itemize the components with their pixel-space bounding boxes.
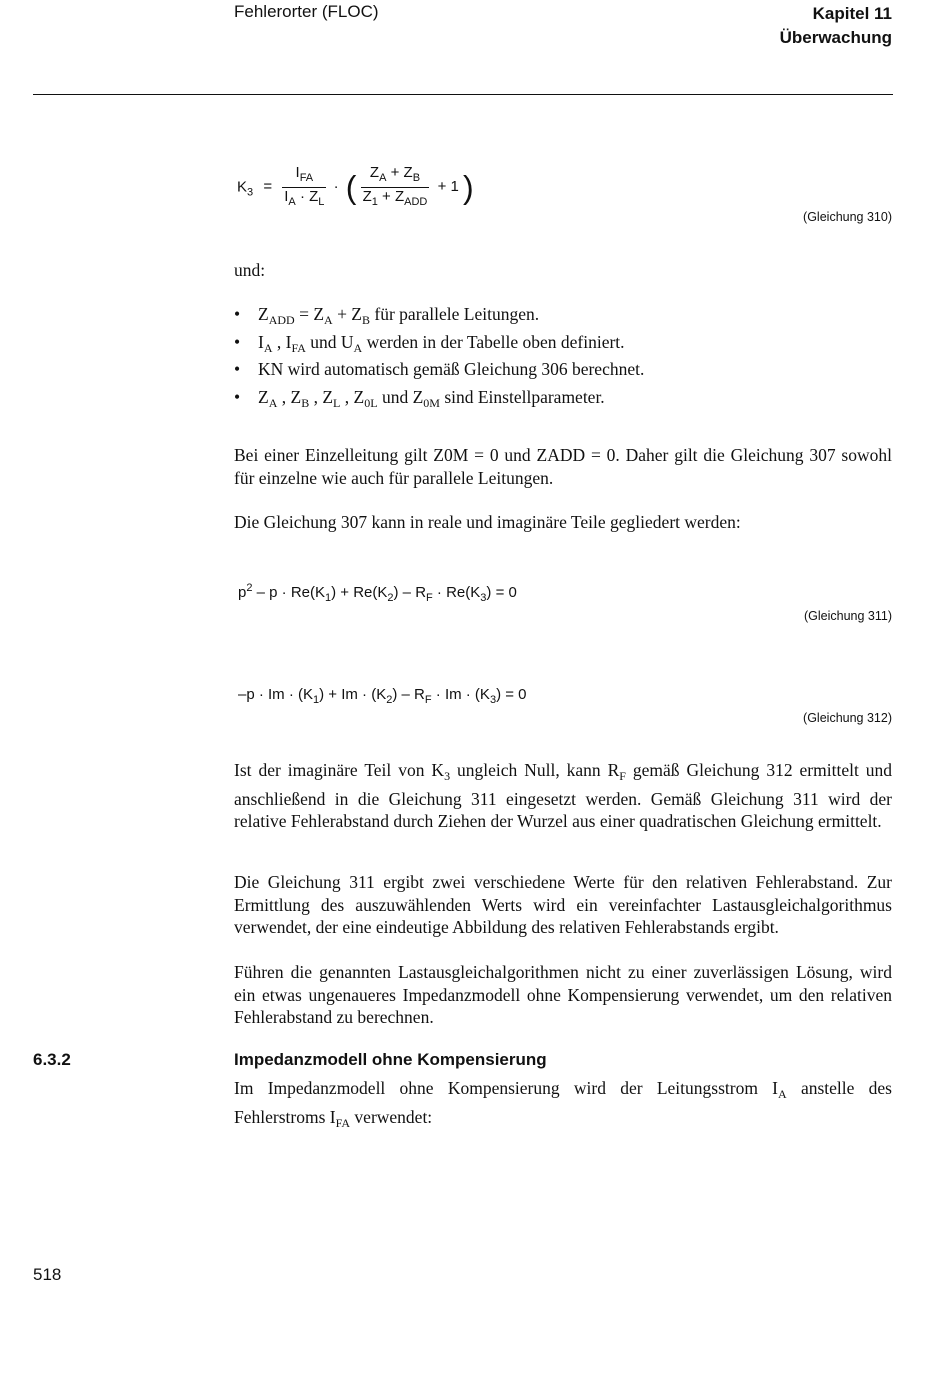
- paragraph-single-line-note: Bei einer Einzelleitung gilt Z0M = 0 und ZADD = 0. Daher gilt die Gleichung 307 sowohl für einzelne wie auch für parallele Leitungen.: [234, 445, 892, 488]
- equation-312: $-p \cdot Im \cdot (K_1) + Im \cdot (K_2) - R_F \cdot Im \cdot (K_3) = 0$: [238, 686, 527, 706]
- equation-310: $K_3$ = $\frac{I_{FA}}{I_A \cdot Z_L}$ · ( $\frac{Z_A + Z_B}{Z_1 + Z_{ADD}}$ + 1 ): [237, 164, 474, 211]
- paragraph-two-values: Die Gleichung 311 ergibt zwei verschiedene Werte für den relativen Fehlerabstand. Zur Ermittlung des auszuwählenden Werts wird ein vereinfachter Lastausgleichalgorithmus verwendet, der eine eindeutige Abbildung des relativen Fehlerabstands ergibt.: [234, 872, 892, 937]
- paragraph-split-intro: Die Gleichung 307 kann in reale und imaginäre Teile gegliedert werden:: [234, 512, 741, 532]
- equation-310-reference: (Gleichung 310): [803, 210, 892, 224]
- list-item: • $Z_{ADD} = Z_A + Z_B$ für parallele Leitungen.: [234, 304, 540, 327]
- page-number: 518: [33, 1265, 62, 1284]
- chapter-label: Kapitel 11: [812, 4, 892, 23]
- paragraph-uncompensated-model: Im Impedanzmodell ohne Kompensierung wird der Leitungsstrom $I_A$ anstelle des Fehlerstroms $I_{FA}$ verwendet:: [234, 1078, 892, 1130]
- equation-312-reference: (Gleichung 312): [803, 711, 892, 725]
- section-title: Impedanzmodell ohne Kompensierung: [234, 1050, 547, 1069]
- header-rule: [33, 94, 893, 95]
- definition-list: [234, 303, 892, 413]
- list-item: • $Z_A$ , $Z_B$ , $Z_L$ , $Z_{0L}$ und $Z_{0M}$ sind Einstellparameter.: [234, 386, 605, 410]
- equation-311-reference: (Gleichung 311): [803, 609, 892, 623]
- equation-311: $p^2 - p \cdot Re(K_1) + Re(K_2) - R_F \cdot Re(K_3) = 0$: [238, 582, 517, 604]
- fraction-current-ratio: $\frac{I_{FA}}{I_A \cdot Z_L}$: [282, 164, 326, 211]
- paragraph-fallback-model: Führen die genannten Lastausgleichalgorithmen nicht zu einer zuverlässigen Lösung, wird ein etwas ungenaueres Impedanzmodell ohne Kompensierung verwendet, um den relativen Fehlerabstand zu berechnen.: [234, 962, 892, 1027]
- running-header-chapter: [780, 2, 892, 50]
- section-number: 6.3.2: [33, 1050, 71, 1069]
- fraction-impedance-ratio: $\frac{Z_A + Z_B}{Z_1 + Z_{ADD}}$: [361, 164, 430, 211]
- intro-und: und:: [234, 260, 266, 280]
- list-item: • KN wird automatisch gemäß Gleichung 306 berechnet.: [234, 359, 645, 379]
- list-item: • $I_A$ , $I_{FA}$ und $U_A$ werden in der Tabelle oben definiert.: [234, 331, 625, 355]
- running-header-title: Fehlerorter (FLOC): [234, 2, 379, 21]
- chapter-section-label: Überwachung: [779, 28, 892, 47]
- paragraph-imaginary-part: Ist der imaginäre Teil von $K_3$ ungleich Null, kann $R_F$ gemäß Gleichung 312 ermittelt und anschließend in die Gleichung 311 eingesetzt werden. Gemäß Gleichung 311 wird der relative Fehlerabstand durch Ziehen der Wurzel aus einer quadratischen Gleichung ermittelt.: [234, 760, 893, 831]
